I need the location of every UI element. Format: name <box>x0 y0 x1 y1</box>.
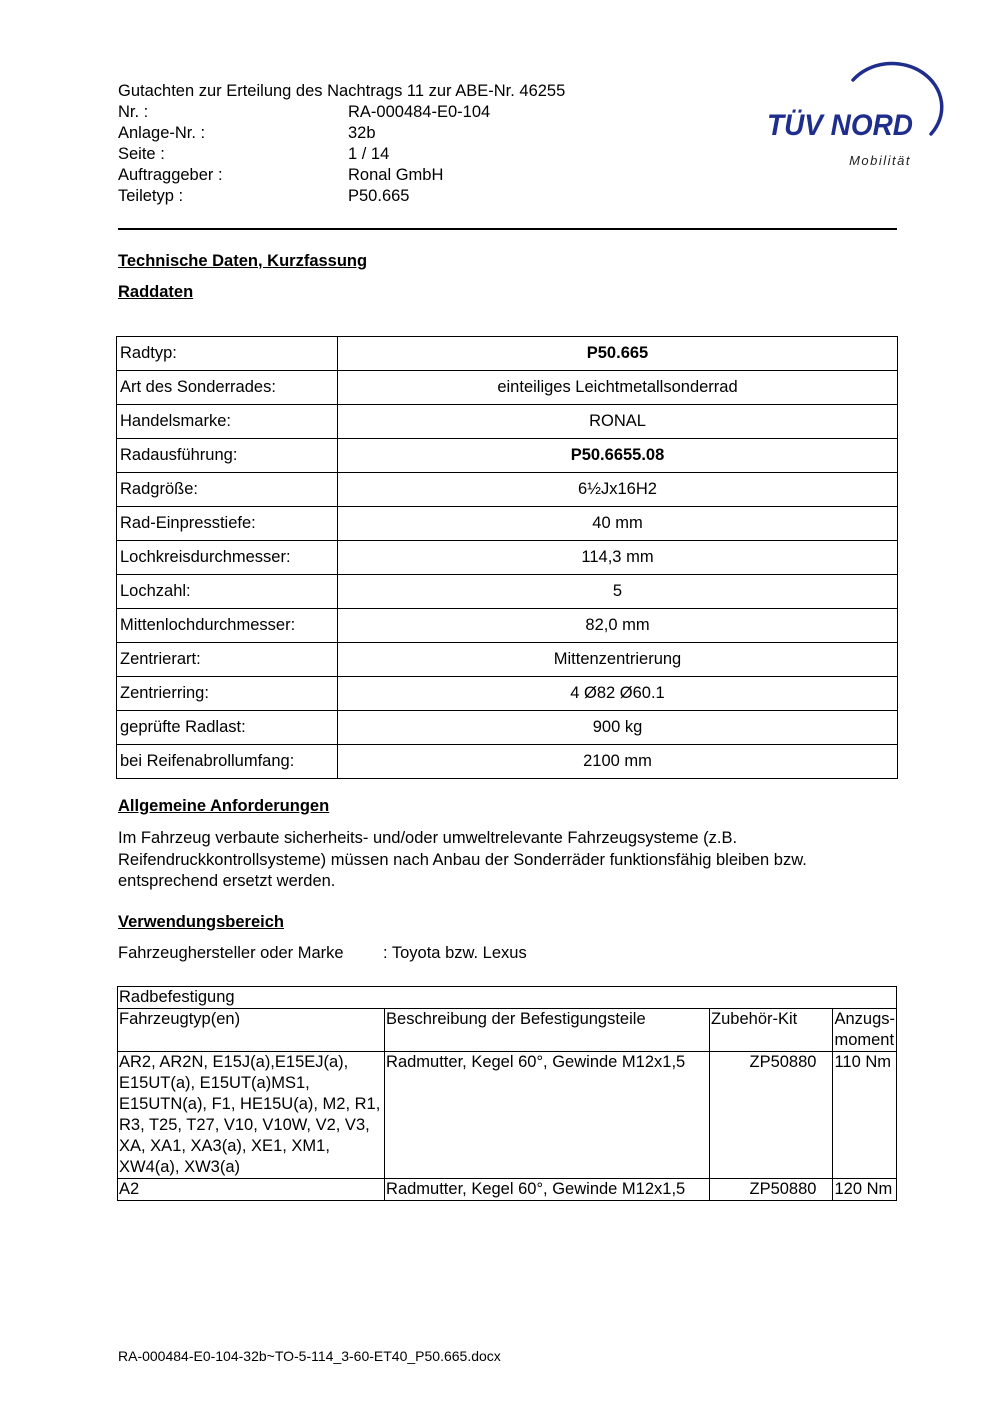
table-row <box>117 643 898 677</box>
cell-zubehoer-kit: ZP50880 <box>710 1179 833 1201</box>
header-value: Ronal GmbH <box>348 166 444 184</box>
header-value: RA-000484-E0-104 <box>348 103 491 121</box>
raddaten-value: RONAL <box>338 405 898 439</box>
raddaten-value: 2100 mm <box>338 745 898 779</box>
raddaten-value: Mittenzentrierung <box>338 643 898 677</box>
table-row <box>117 473 898 507</box>
header-label: Nr. : <box>118 103 149 121</box>
table-header-row <box>118 1009 897 1052</box>
header-value: 1 / 14 <box>348 145 390 163</box>
raddaten-label: Zentrierart: <box>117 643 338 677</box>
raddaten-label: Radgröße: <box>117 473 338 507</box>
raddaten-table <box>116 336 898 779</box>
table-row <box>117 745 898 779</box>
raddaten-label: Zentrierring: <box>117 677 338 711</box>
table-row <box>117 507 898 541</box>
paragraph-line: Im Fahrzeug verbaute sicherheits- und/oder umweltrelevante Fahrzeugsysteme (z.B. <box>118 829 738 847</box>
raddaten-value: einteiliges Leichtmetallsonderrad <box>338 371 898 405</box>
header-row-teiletyp <box>118 186 565 207</box>
raddaten-label: Radausführung: <box>117 439 338 473</box>
table-row <box>117 541 898 575</box>
cell-fahrzeugtypen: AR2, AR2N, E15J(a),E15EJ(a), E15UT(a), E15UT(a)MS1, E15UTN(a), F1, HE15U(a), M2, R1, R3, T25, T27, V10, V10W, V2, V3, XA, XA1, XA3(a), XE1, XM1, XW4(a), XW3(a) <box>118 1052 385 1179</box>
heading-raddaten: Raddaten <box>118 283 194 301</box>
tuv-nord-logo <box>765 58 945 173</box>
table-title-row <box>118 987 897 1009</box>
header-label: Teiletyp : <box>118 187 184 205</box>
raddaten-value: 82,0 mm <box>338 609 898 643</box>
table-row <box>117 439 898 473</box>
header-label: Auftraggeber : <box>118 166 223 184</box>
hersteller-label: Fahrzeughersteller oder Marke <box>118 944 344 962</box>
header-row-nr <box>118 102 565 123</box>
heading-technische-daten: Technische Daten, Kurzfassung <box>118 252 368 270</box>
document-header <box>118 81 565 207</box>
cell-anzugsmoment: 110 Nm <box>833 1052 897 1179</box>
raddaten-label: Handelsmarke: <box>117 405 338 439</box>
column-header: Fahrzeugtyp(en) <box>118 1009 385 1052</box>
logo-brand-text: TÜV NORD <box>767 109 913 142</box>
column-header: Beschreibung der Befestigungsteile <box>385 1009 710 1052</box>
raddaten-label: bei Reifenabrollumfang: <box>117 745 338 779</box>
cell-beschreibung: Radmutter, Kegel 60°, Gewinde M12x1,5 <box>385 1052 710 1179</box>
column-header: Anzugs- moment <box>833 1009 897 1052</box>
raddaten-value: 5 <box>338 575 898 609</box>
header-divider <box>118 228 897 230</box>
header-value: 32b <box>348 124 376 142</box>
raddaten-value: 4 Ø82 Ø60.1 <box>338 677 898 711</box>
heading-allgemeine-anforderungen: Allgemeine Anforderungen <box>118 797 330 815</box>
raddaten-label: Art des Sonderrades: <box>117 371 338 405</box>
table-row <box>117 337 898 371</box>
table-row <box>117 677 898 711</box>
raddaten-label: Rad-Einpresstiefe: <box>117 507 338 541</box>
allgemein-paragraph <box>118 828 807 893</box>
hersteller-line <box>118 943 527 965</box>
raddaten-value: P50.665 <box>338 337 898 371</box>
raddaten-value: 40 mm <box>338 507 898 541</box>
hersteller-value: : Toyota bzw. Lexus <box>383 944 527 962</box>
table-title: Radbefestigung <box>118 987 897 1009</box>
table-row <box>117 711 898 745</box>
header-row-anlage <box>118 123 565 144</box>
raddaten-label: Lochkreisdurchmesser: <box>117 541 338 575</box>
table-row <box>118 1179 897 1201</box>
logo-sub-text: Mobilität <box>849 153 911 168</box>
header-row-seite <box>118 144 565 165</box>
raddaten-value: 114,3 mm <box>338 541 898 575</box>
cell-beschreibung: Radmutter, Kegel 60°, Gewinde M12x1,5 <box>385 1179 710 1201</box>
header-label: Seite : <box>118 145 165 163</box>
document-title: Gutachten zur Erteilung des Nachtrags 11 zur ABE-Nr. 46255 <box>118 82 566 100</box>
footer-filename: RA-000484-E0-104-32b~TO-5-114_3-60-ET40_P50.665.docx <box>118 1348 501 1364</box>
raddaten-label: geprüfte Radlast: <box>117 711 338 745</box>
header-label: Anlage-Nr. : <box>118 124 206 142</box>
raddaten-label: Radtyp: <box>117 337 338 371</box>
header-row-auftraggeber <box>118 165 565 186</box>
table-row <box>117 609 898 643</box>
table-row <box>117 371 898 405</box>
table-row <box>118 1052 897 1179</box>
raddaten-value: 900 kg <box>338 711 898 745</box>
radbefestigung-table <box>117 986 897 1201</box>
column-header: Zubehör-Kit <box>710 1009 833 1052</box>
paragraph-line: Reifendruckkontrollsysteme) müssen nach Anbau der Sonderräder funktionsfähig bleiben bzw. <box>118 850 807 869</box>
raddaten-label: Lochzahl: <box>117 575 338 609</box>
raddaten-label: Mittenlochdurchmesser: <box>117 609 338 643</box>
paragraph-line: entsprechend ersetzt werden. <box>118 872 336 890</box>
heading-verwendungsbereich: Verwendungsbereich <box>118 913 284 931</box>
raddaten-value: P50.6655.08 <box>338 439 898 473</box>
cell-zubehoer-kit: ZP50880 <box>710 1052 833 1179</box>
header-value: P50.665 <box>348 187 410 205</box>
cell-fahrzeugtypen: A2 <box>118 1179 385 1201</box>
raddaten-value: 6½Jx16H2 <box>338 473 898 507</box>
table-row <box>117 405 898 439</box>
cell-anzugsmoment: 120 Nm <box>833 1179 897 1201</box>
table-row <box>117 575 898 609</box>
